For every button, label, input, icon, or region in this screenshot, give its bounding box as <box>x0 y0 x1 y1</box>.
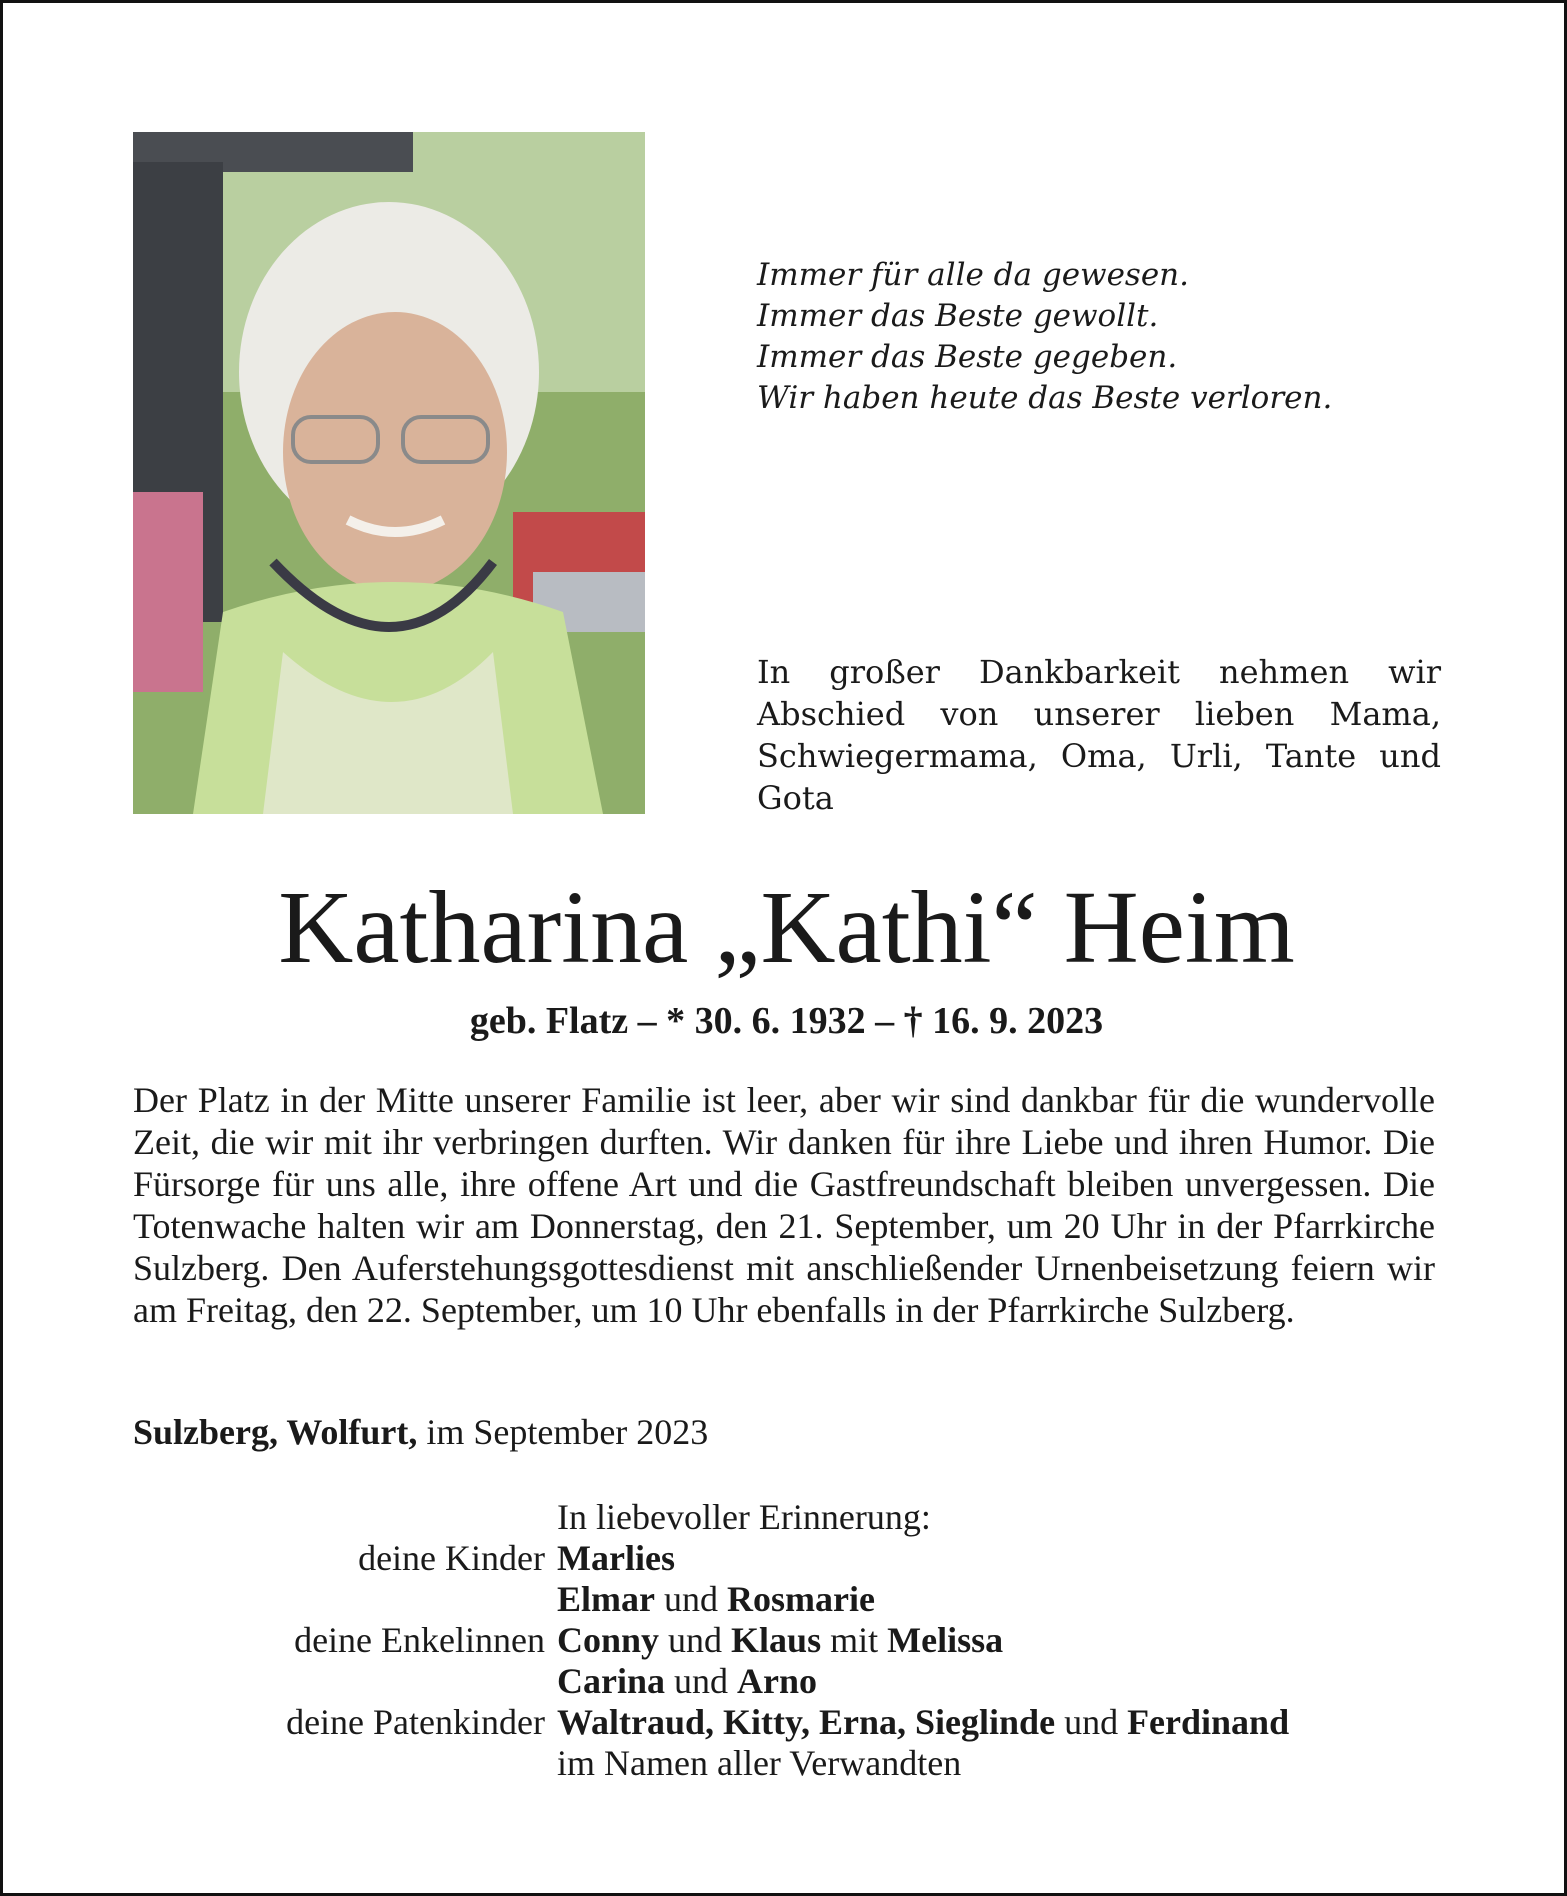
relative-name: Arno <box>737 1661 817 1701</box>
conjunction: mit <box>830 1620 879 1660</box>
list-item <box>133 1579 1493 1620</box>
relative-name: Carina <box>557 1661 665 1701</box>
deceased-name: Katharina „Kathi“ Heim <box>278 870 1295 985</box>
relation-label: deine Kinder <box>358 1538 545 1578</box>
poem-line: Immer das Beste gewollt. <box>757 298 1159 334</box>
poem-line: Immer das Beste gegeben. <box>757 339 1178 375</box>
relation-label: deine Enkelinnen <box>294 1620 545 1660</box>
memory-closing: im Namen aller Verwandten <box>557 1743 962 1783</box>
relative-name: Melissa <box>887 1620 1004 1660</box>
relative-name: Marlies <box>557 1538 675 1578</box>
conjunction: und <box>668 1620 723 1660</box>
poem-line: Wir haben heute das Beste verloren. <box>757 380 1333 416</box>
list-item <box>133 1661 1493 1702</box>
list-item <box>133 1620 1493 1661</box>
memory-heading: In liebevoller Erinnerung: <box>557 1497 931 1537</box>
relative-name: Rosmarie <box>726 1579 875 1619</box>
portrait-photo-icon <box>133 132 645 814</box>
list-item <box>133 1702 1493 1743</box>
conjunction: und <box>674 1661 728 1701</box>
body-text: Der Platz in der Mitte unserer Familie ist leer, aber wir sind dankbar für die wundervolle Zeit, die wir mit ihr verbringen durften. Wir danken für ihre Liebe und ihren Humor. Die Fürsorge für uns alle, ihre offene Art und die Gastfreundschaft bleiben unvergessen. Die Totenwache halten wir am Donnerstag, den 21. September, um 20 Uhr in der Pfarrkirche Sulzberg. Den Auferstehungsgottesdienst mit anschließender Urnenbeisetzung feiern wir am Freitag, den 22. September, um 10 Uhr ebenfalls in der Pfarrkirche Sulzberg. <box>133 1080 1435 1330</box>
conjunction: und <box>1064 1702 1119 1742</box>
poem-line: Immer für alle da gewesen. <box>757 257 1190 293</box>
life-dates: geb. Flatz – * 30. 6. 1932 – † 16. 9. 2023 <box>469 1000 1104 1042</box>
place-month: im September 2023 <box>426 1412 709 1452</box>
intro-text: In großer Dankbarkeit nehmen wir Abschied von unserer lieben Mama, Schwiegermama, Oma, Urli, Tante und Gota <box>757 653 1441 817</box>
relative-name: Ferdinand <box>1127 1702 1290 1742</box>
relative-name: Waltraud, Kitty, Erna, Sieglinde <box>557 1702 1056 1742</box>
poem <box>757 255 1477 419</box>
place-names: Sulzberg, Wolfurt, <box>133 1412 418 1452</box>
place-date <box>133 1411 708 1453</box>
relation-label: deine Patenkinder <box>286 1702 545 1742</box>
conjunction: und <box>663 1579 718 1619</box>
relative-name: Klaus <box>731 1620 822 1660</box>
memory-section <box>133 1497 1493 1784</box>
relative-name: Elmar <box>557 1579 655 1619</box>
relative-name: Conny <box>557 1620 660 1660</box>
list-item <box>133 1538 1493 1579</box>
